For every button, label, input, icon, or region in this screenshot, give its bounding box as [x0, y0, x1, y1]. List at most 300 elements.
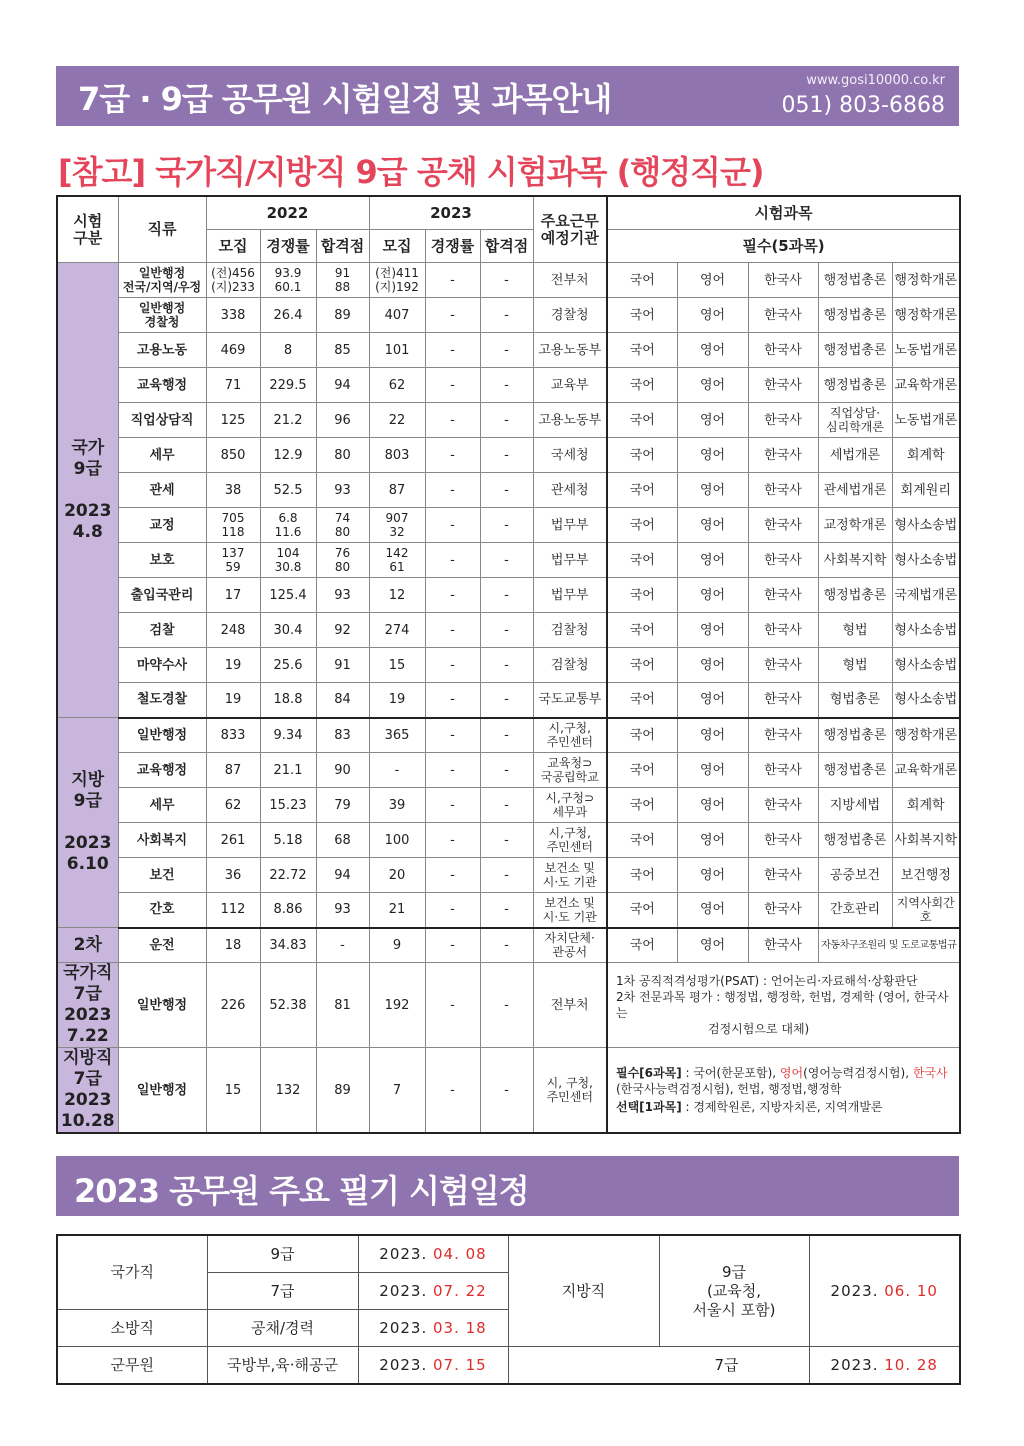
- sched-fire-date: 2023. 03. 18: [358, 1310, 508, 1347]
- job-cell: 검찰: [118, 613, 206, 648]
- stat-cell-r22: 17: [206, 578, 260, 613]
- subject-cell: 국어: [607, 508, 677, 543]
- table-row: [57, 613, 960, 648]
- agency-cell: 법무부: [533, 543, 607, 578]
- table-row: [57, 473, 960, 508]
- table-row: [57, 648, 960, 683]
- stat-cell-p22: 90: [316, 753, 369, 788]
- subject-cell: 영어: [677, 473, 748, 508]
- stat-cell-c22: 26.4: [260, 298, 316, 333]
- stat-cell-c22: 12.9: [260, 438, 316, 473]
- agency-cell: 보건소 및 시·도 기관: [533, 893, 607, 928]
- national7-subjects-note: [607, 963, 960, 1048]
- table-row: [57, 858, 960, 893]
- sched-national-9: 9급: [207, 1235, 358, 1273]
- subject-cell: 한국사: [748, 403, 818, 438]
- stat-cell-r22: 87: [206, 753, 260, 788]
- subject-cell: 한국사: [748, 788, 818, 823]
- subject-cell: 국어: [607, 298, 677, 333]
- stat-cell-r23: 12: [369, 578, 425, 613]
- subject-cell: 국어: [607, 473, 677, 508]
- stat-cell-c23: -: [425, 963, 480, 1048]
- subject-cell: 행정법총론: [818, 578, 892, 613]
- subject-cell: 한국사: [748, 298, 818, 333]
- stat-cell-c22: 21.2: [260, 403, 316, 438]
- agency-cell: 전부처: [533, 963, 607, 1048]
- subject-cell: 노동법개론: [892, 333, 960, 368]
- stat-cell-c22: 18.8: [260, 683, 316, 718]
- job-cell: 세무: [118, 438, 206, 473]
- note-line: 2차 전문과목 평가 : 행정법, 행정학, 헌법, 경제학 (영어, 한국사는: [616, 990, 949, 1020]
- subject-cell: 영어: [677, 858, 748, 893]
- sched-military-type: 국방부,육·해공군: [207, 1347, 358, 1385]
- agency-cell: 법무부: [533, 578, 607, 613]
- subject-cell: 행정학개론: [892, 263, 960, 298]
- subject-cell: 국어: [607, 578, 677, 613]
- agency-cell: 검찰청: [533, 648, 607, 683]
- stat-cell-p22: 81: [316, 963, 369, 1048]
- stat-cell-r23: 15: [369, 648, 425, 683]
- subject-cell: 지방세법: [818, 788, 892, 823]
- subject-cell: 영어: [677, 613, 748, 648]
- subject-cell: 영어: [677, 753, 748, 788]
- stat-cell-r22: 18: [206, 928, 260, 963]
- stat-cell-r23: 39: [369, 788, 425, 823]
- subject-cell: 영어: [677, 683, 748, 718]
- stat-cell-p23: -: [480, 298, 533, 333]
- stat-cell-p23: -: [480, 928, 533, 963]
- stat-cell-c22: 8: [260, 333, 316, 368]
- note-line: 1차 공직적격성평가(PSAT) : 언어논리·자료해석·상황판단: [616, 974, 918, 988]
- subject-cell: 한국사: [748, 333, 818, 368]
- stat-cell-p22: 89: [316, 1048, 369, 1134]
- stat-cell-r23: 803: [369, 438, 425, 473]
- stat-cell-p23: -: [480, 613, 533, 648]
- subject-cell: 국어: [607, 788, 677, 823]
- subject-cell: 한국사: [748, 683, 818, 718]
- subject-cell: 한국사: [748, 648, 818, 683]
- subject-cell: 행정법총론: [818, 333, 892, 368]
- exam-group-cell: 2차: [57, 928, 118, 963]
- stat-cell-p22: 91: [316, 648, 369, 683]
- stat-cell-c23: -: [425, 508, 480, 543]
- subject-cell: 한국사: [748, 753, 818, 788]
- table-row: [57, 683, 960, 718]
- subject-cell: 국어: [607, 928, 677, 963]
- stat-cell-c22: 25.6: [260, 648, 316, 683]
- subject-cell: 교정학개론: [818, 508, 892, 543]
- subject-cell: 국어: [607, 718, 677, 753]
- subject-cell: 사회복지학: [892, 823, 960, 858]
- job-cell: 철도경찰: [118, 683, 206, 718]
- stat-cell-p23: -: [480, 648, 533, 683]
- subject-cell: 영어: [677, 928, 748, 963]
- subject-cell: 노동법개론: [892, 403, 960, 438]
- sched-fire: 소방직: [57, 1310, 207, 1347]
- stat-cell-c23: -: [425, 438, 480, 473]
- agency-cell: 전부처: [533, 263, 607, 298]
- stat-cell-p23: -: [480, 893, 533, 928]
- subject-cell: 영어: [677, 718, 748, 753]
- subject-cell: 영어: [677, 368, 748, 403]
- job-cell: 일반행정: [118, 1048, 206, 1134]
- subject-cell: 영어: [677, 298, 748, 333]
- subject-cell: 행정법총론: [818, 298, 892, 333]
- subject-cell: 한국사: [748, 893, 818, 928]
- job-cell: 교육행정: [118, 753, 206, 788]
- stat-cell-c22: 21.1: [260, 753, 316, 788]
- stat-cell-c23: -: [425, 613, 480, 648]
- stat-cell-p22: 91 88: [316, 263, 369, 298]
- subject-cell: 영어: [677, 403, 748, 438]
- stat-cell-p22: 94: [316, 368, 369, 403]
- stat-cell-c22: 34.83: [260, 928, 316, 963]
- table-row: [57, 333, 960, 368]
- header-year-2022: 2022: [206, 196, 369, 230]
- subject-cell: 국어: [607, 613, 677, 648]
- sched-fire-type: 공채/경력: [207, 1310, 358, 1347]
- stat-cell-p22: 74 80: [316, 508, 369, 543]
- subject-cell: 사회복지학: [818, 543, 892, 578]
- subject-cell: 국어: [607, 858, 677, 893]
- stat-cell-r22: 705 118: [206, 508, 260, 543]
- subject-cell: 자동차구조원리 및 도로교통법규: [818, 928, 960, 963]
- subject-cell: 한국사: [748, 368, 818, 403]
- job-cell: 사회복지: [118, 823, 206, 858]
- stat-cell-p22: 68: [316, 823, 369, 858]
- stat-cell-c23: -: [425, 298, 480, 333]
- stat-cell-r23: 19: [369, 683, 425, 718]
- stat-cell-p23: -: [480, 578, 533, 613]
- subject-cell: 한국사: [748, 823, 818, 858]
- sched-local: 지방직: [508, 1235, 659, 1347]
- header-competition-2023: 경쟁률: [425, 230, 480, 263]
- stat-cell-c22: 6.8 11.6: [260, 508, 316, 543]
- stat-cell-r23: 22: [369, 403, 425, 438]
- stat-cell-r23: -: [369, 753, 425, 788]
- job-cell: 일반행정: [118, 963, 206, 1048]
- stat-cell-p22: 80: [316, 438, 369, 473]
- agency-cell: 보건소 및 시·도 기관: [533, 858, 607, 893]
- table-row: [57, 788, 960, 823]
- website-url[interactable]: www.gosi10000.co.kr: [806, 73, 945, 88]
- subject-cell: 영어: [677, 578, 748, 613]
- subject-cell: 형사소송법: [892, 508, 960, 543]
- stat-cell-p22: 85: [316, 333, 369, 368]
- subject-cell: 교육학개론: [892, 753, 960, 788]
- stat-cell-p22: 76 80: [316, 543, 369, 578]
- header-pass-2023: 합격점: [480, 230, 533, 263]
- stat-cell-p23: -: [480, 368, 533, 403]
- stat-cell-c23: -: [425, 893, 480, 928]
- subject-cell: 형사소송법: [892, 648, 960, 683]
- subject-cell: 세법개론: [818, 438, 892, 473]
- stat-cell-c23: -: [425, 543, 480, 578]
- subject-cell: 국어: [607, 648, 677, 683]
- table-row: [57, 508, 960, 543]
- agency-cell: 관세청: [533, 473, 607, 508]
- elective-subjects: 선택[1과목] : 경제학원론, 지방자치론, 지역개발론: [616, 1100, 883, 1114]
- stat-cell-p23: -: [480, 508, 533, 543]
- stat-cell-c23: -: [425, 858, 480, 893]
- stat-cell-p22: 83: [316, 718, 369, 753]
- table-row: [57, 1048, 960, 1134]
- job-cell: 보호: [118, 543, 206, 578]
- subject-cell: 한국사: [748, 543, 818, 578]
- page-title: 7급 · 9급 공무원 시험일정 및 과목안내: [78, 80, 612, 118]
- stat-cell-p23: -: [480, 403, 533, 438]
- stat-cell-r22: (전)456 (지)233: [206, 263, 260, 298]
- stat-cell-p23: -: [480, 333, 533, 368]
- stat-cell-c22: 15.23: [260, 788, 316, 823]
- stat-cell-r22: 469: [206, 333, 260, 368]
- subject-cell: 회계학: [892, 438, 960, 473]
- stat-cell-r23: 21: [369, 893, 425, 928]
- stat-cell-r22: 36: [206, 858, 260, 893]
- stat-cell-c22: 125.4: [260, 578, 316, 613]
- job-cell: 관세: [118, 473, 206, 508]
- subject-cell: 간호관리: [818, 893, 892, 928]
- stat-cell-p23: -: [480, 753, 533, 788]
- subject-cell: 국어: [607, 263, 677, 298]
- subject-cell: 형법총론: [818, 683, 892, 718]
- stat-cell-r22: 261: [206, 823, 260, 858]
- table-row: [57, 368, 960, 403]
- job-cell: 간호: [118, 893, 206, 928]
- stat-cell-p23: -: [480, 718, 533, 753]
- stat-cell-r23: 365: [369, 718, 425, 753]
- english-subject: 영어: [779, 1066, 804, 1080]
- stat-cell-c23: -: [425, 473, 480, 508]
- local7-subjects-note: [607, 1048, 960, 1134]
- stat-cell-c22: 229.5: [260, 368, 316, 403]
- job-cell: 세무: [118, 788, 206, 823]
- stat-cell-r23: 20: [369, 858, 425, 893]
- stat-cell-r23: 62: [369, 368, 425, 403]
- table-row: [57, 298, 960, 333]
- subject-cell: 국어: [607, 438, 677, 473]
- job-cell: 출입국관리: [118, 578, 206, 613]
- table-row: [57, 438, 960, 473]
- stat-cell-p22: 92: [316, 613, 369, 648]
- agency-cell: 시,구청⊃ 세무과: [533, 788, 607, 823]
- stat-cell-c23: -: [425, 1048, 480, 1134]
- stat-cell-c23: -: [425, 753, 480, 788]
- sched-national: 국가직: [57, 1235, 207, 1310]
- stat-cell-p22: 84: [316, 683, 369, 718]
- phone-number: 051) 803-6868: [781, 93, 945, 118]
- sched-national-9-date: 2023. 04. 08: [358, 1235, 508, 1273]
- stat-cell-r23: (전)411 (지)192: [369, 263, 425, 298]
- subject-cell: 행정법총론: [818, 753, 892, 788]
- stat-cell-p23: -: [480, 963, 533, 1048]
- stat-cell-p23: -: [480, 788, 533, 823]
- sched-local-7: 7급: [508, 1347, 809, 1385]
- subject-cell: 행정학개론: [892, 718, 960, 753]
- stat-cell-p22: 79: [316, 788, 369, 823]
- stat-cell-c22: 22.72: [260, 858, 316, 893]
- stat-cell-c23: -: [425, 333, 480, 368]
- history-subject: 한국사: [912, 1066, 948, 1080]
- exam-group-cell: 국가 9급 2023 4.8: [57, 263, 118, 718]
- stat-cell-c22: 9.34: [260, 718, 316, 753]
- subject-cell: 국어: [607, 753, 677, 788]
- subject-cell: 영어: [677, 508, 748, 543]
- agency-cell: 경찰청: [533, 298, 607, 333]
- stat-cell-p23: -: [480, 438, 533, 473]
- subject-cell: 영어: [677, 788, 748, 823]
- stat-cell-r23: 9: [369, 928, 425, 963]
- sched-local-9-date: 2023. 06. 10: [809, 1235, 960, 1347]
- header-banner: [56, 66, 959, 126]
- subject-cell: 교육학개론: [892, 368, 960, 403]
- subject-cell: 국어: [607, 403, 677, 438]
- stat-cell-c23: -: [425, 368, 480, 403]
- stat-cell-p22: 96: [316, 403, 369, 438]
- header-competition-2022: 경쟁률: [260, 230, 316, 263]
- schedule-banner: [56, 1156, 959, 1216]
- subject-cell: 회계학: [892, 788, 960, 823]
- stat-cell-r23: 101: [369, 333, 425, 368]
- sched-military-date: 2023. 07. 15: [358, 1347, 508, 1385]
- stat-cell-c23: -: [425, 578, 480, 613]
- stat-cell-c22: 52.5: [260, 473, 316, 508]
- header-job: 직류: [118, 196, 206, 263]
- header-pass-2022: 합격점: [316, 230, 369, 263]
- stat-cell-r22: 19: [206, 648, 260, 683]
- stat-cell-c22: 52.38: [260, 963, 316, 1048]
- stat-cell-r22: 112: [206, 893, 260, 928]
- exam-group-cell: 지방 9급 2023 6.10: [57, 718, 118, 928]
- header-exam-type: 시험 구분: [57, 196, 118, 263]
- subject-cell: 형법: [818, 648, 892, 683]
- table-row: [57, 893, 960, 928]
- required-label: 필수[6과목]: [616, 1066, 682, 1080]
- subject-cell: 회계원리: [892, 473, 960, 508]
- stat-cell-r22: 226: [206, 963, 260, 1048]
- agency-cell: 고용노동부: [533, 333, 607, 368]
- stat-cell-p23: -: [480, 683, 533, 718]
- stat-cell-c22: 5.18: [260, 823, 316, 858]
- subject-cell: 행정법총론: [818, 263, 892, 298]
- stat-cell-p22: 93: [316, 893, 369, 928]
- header-recruit-2023: 모집: [369, 230, 425, 263]
- stat-cell-r22: 38: [206, 473, 260, 508]
- stat-cell-p23: -: [480, 858, 533, 893]
- table-row: [57, 718, 960, 753]
- note-line: 검정시험으로 대체): [708, 1022, 810, 1036]
- job-cell: 마약수사: [118, 648, 206, 683]
- job-cell: 직업상담직: [118, 403, 206, 438]
- stat-cell-p22: 89: [316, 298, 369, 333]
- table-row: [57, 403, 960, 438]
- subject-cell: 공중보건: [818, 858, 892, 893]
- stat-cell-r23: 274: [369, 613, 425, 648]
- subject-cell: 형사소송법: [892, 543, 960, 578]
- elective-label: 선택[1과목]: [616, 1100, 682, 1114]
- subject-cell: 한국사: [748, 718, 818, 753]
- stat-cell-c22: 132: [260, 1048, 316, 1134]
- stat-cell-r23: 142 61: [369, 543, 425, 578]
- agency-cell: 국도교통부: [533, 683, 607, 718]
- subject-cell: 행정학개론: [892, 298, 960, 333]
- job-cell: 운전: [118, 928, 206, 963]
- table-row: [57, 963, 960, 1048]
- agency-cell: 국세청: [533, 438, 607, 473]
- section2-title: 2023 공무원 주요 필기 시험일정: [74, 1172, 529, 1210]
- stat-cell-p23: -: [480, 1048, 533, 1134]
- stat-cell-c23: -: [425, 683, 480, 718]
- subject-cell: 국어: [607, 683, 677, 718]
- stat-cell-r22: 850: [206, 438, 260, 473]
- agency-cell: 자치단체· 관공서: [533, 928, 607, 963]
- sched-local-9: 9급 (교육청, 서울시 포함): [659, 1235, 809, 1347]
- stat-cell-p23: -: [480, 473, 533, 508]
- subject-cell: 한국사: [748, 473, 818, 508]
- subject-cell: 영어: [677, 543, 748, 578]
- header-required: 필수(5과목): [607, 230, 960, 263]
- agency-cell: 고용노동부: [533, 403, 607, 438]
- stat-cell-c22: 8.86: [260, 893, 316, 928]
- table-row: [57, 543, 960, 578]
- subject-cell: 행정법총론: [818, 718, 892, 753]
- subject-cell: 관세법개론: [818, 473, 892, 508]
- stat-cell-r23: 192: [369, 963, 425, 1048]
- stat-cell-r23: 100: [369, 823, 425, 858]
- exam-group-cell: 국가직 7급 2023 7.22: [57, 963, 118, 1048]
- subject-cell: 한국사: [748, 613, 818, 648]
- subject-cell: 국어: [607, 823, 677, 858]
- subject-cell: 국어: [607, 368, 677, 403]
- table-row: [57, 263, 960, 298]
- header-subjects: 시험과목: [607, 196, 960, 230]
- schedule-table: [56, 1234, 961, 1385]
- job-cell: 교정: [118, 508, 206, 543]
- stat-cell-r22: 833: [206, 718, 260, 753]
- agency-cell: 교육부: [533, 368, 607, 403]
- stat-cell-p23: -: [480, 263, 533, 298]
- stat-cell-r22: 19: [206, 683, 260, 718]
- subject-cell: 형법: [818, 613, 892, 648]
- job-cell: 일반행정 전국/지역/우정: [118, 263, 206, 298]
- agency-cell: 시,구청, 주민센터: [533, 718, 607, 753]
- agency-cell: 시,구청, 주민센터: [533, 823, 607, 858]
- agency-cell: 시, 구청, 주민센터: [533, 1048, 607, 1134]
- stat-cell-p22: -: [316, 928, 369, 963]
- header-year-2023: 2023: [369, 196, 533, 230]
- job-cell: 교육행정: [118, 368, 206, 403]
- agency-cell: 교육청⊃ 국공립학교: [533, 753, 607, 788]
- stat-cell-p22: 93: [316, 473, 369, 508]
- stat-cell-c22: 93.9 60.1: [260, 263, 316, 298]
- agency-cell: 법무부: [533, 508, 607, 543]
- subject-cell: 보건행정: [892, 858, 960, 893]
- exam-group-cell: 지방직 7급 2023 10.28: [57, 1048, 118, 1134]
- stat-cell-r22: 338: [206, 298, 260, 333]
- table-row: [57, 823, 960, 858]
- stat-cell-c23: -: [425, 718, 480, 753]
- job-cell: 일반행정 경찰청: [118, 298, 206, 333]
- stat-cell-p23: -: [480, 543, 533, 578]
- stat-cell-r23: 7: [369, 1048, 425, 1134]
- subject-cell: 한국사: [748, 508, 818, 543]
- sched-national-7-date: 2023. 07. 22: [358, 1273, 508, 1310]
- stat-cell-r22: 71: [206, 368, 260, 403]
- stat-cell-c22: 104 30.8: [260, 543, 316, 578]
- stat-cell-c23: -: [425, 403, 480, 438]
- subject-cell: 영어: [677, 438, 748, 473]
- stat-cell-r23: 407: [369, 298, 425, 333]
